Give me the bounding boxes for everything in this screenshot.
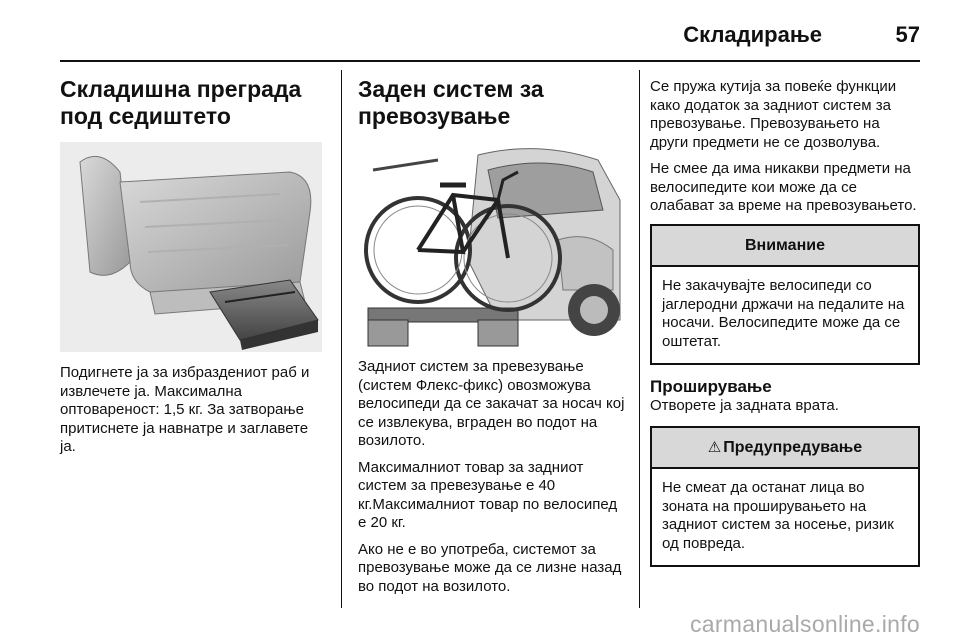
column-3 — [650, 74, 920, 567]
seat-storage-drawer-illustration — [60, 142, 322, 352]
watermark: carmanualsonline.info — [689, 611, 920, 637]
column-1 — [60, 74, 328, 465]
loose-objects-paragraph: Не смее да има никакви предмети на велосипедите кои може да се олабават за време на превозувањето. — [650, 160, 917, 214]
header-divider — [60, 60, 920, 62]
section-heading-under-seat-storage: Складишна преграда под седиштето — [60, 76, 302, 129]
notice-box — [650, 224, 920, 366]
rear-bicycle-carrier-illustration — [358, 140, 622, 350]
notice-title: Внимание — [652, 226, 918, 268]
warning-title: Предупредување — [723, 438, 863, 456]
extension-heading: Проширување — [650, 377, 772, 396]
page-number: 57 — [895, 22, 920, 47]
extension-text: Отворете ја задната врата. — [650, 397, 839, 414]
page-header-title: Складирање — [683, 22, 822, 47]
warning-triangle-icon: ⚠ — [707, 438, 722, 456]
column-2 — [358, 74, 628, 604]
section-heading-rear-carrier: Заден систем за превозување — [358, 76, 544, 129]
warning-header — [652, 428, 918, 470]
warning-text: Не смеат да останат лица во зоната на проширувањето на задниот систем за носење, ризик од повреда. — [662, 479, 894, 552]
rear-carrier-paragraph-2: Максималниот товар за задниот систем за превезување е 40 кг.Максималниот товар по велосипед е 20 кг. — [358, 458, 618, 531]
column-divider-2 — [639, 70, 640, 608]
warning-box — [650, 426, 920, 568]
column-divider-1 — [341, 70, 342, 608]
under-seat-storage-text: Подигнете ја за избраздениот раб и извлечете ја. Максимална оптовареност: 1,5 кг. За затворање притиснете ја навнатре и заглавете ја. — [60, 364, 310, 455]
notice-text: Не закачувајте велосипеди со јаглеродни држачи на педалите на носачи. Велосипедите може да се оштетат. — [662, 277, 905, 350]
multifunction-box-paragraph: Се пружа кутија за повеќе функции како додаток за задниот систем за превозување. Превозувањето на други предмети не се дозволува. — [650, 78, 897, 151]
rear-carrier-paragraph-3: Ако не е во употреба, системот за превозување може да се лизне назад во подот на возилото. — [358, 540, 622, 595]
rear-carrier-paragraph-1: Задниот систем за превезување (систем Флекс-фикс) овозможува велосипеди да се закачат за носач кој се извлекува, вграден во подот на возилото. — [358, 358, 625, 449]
